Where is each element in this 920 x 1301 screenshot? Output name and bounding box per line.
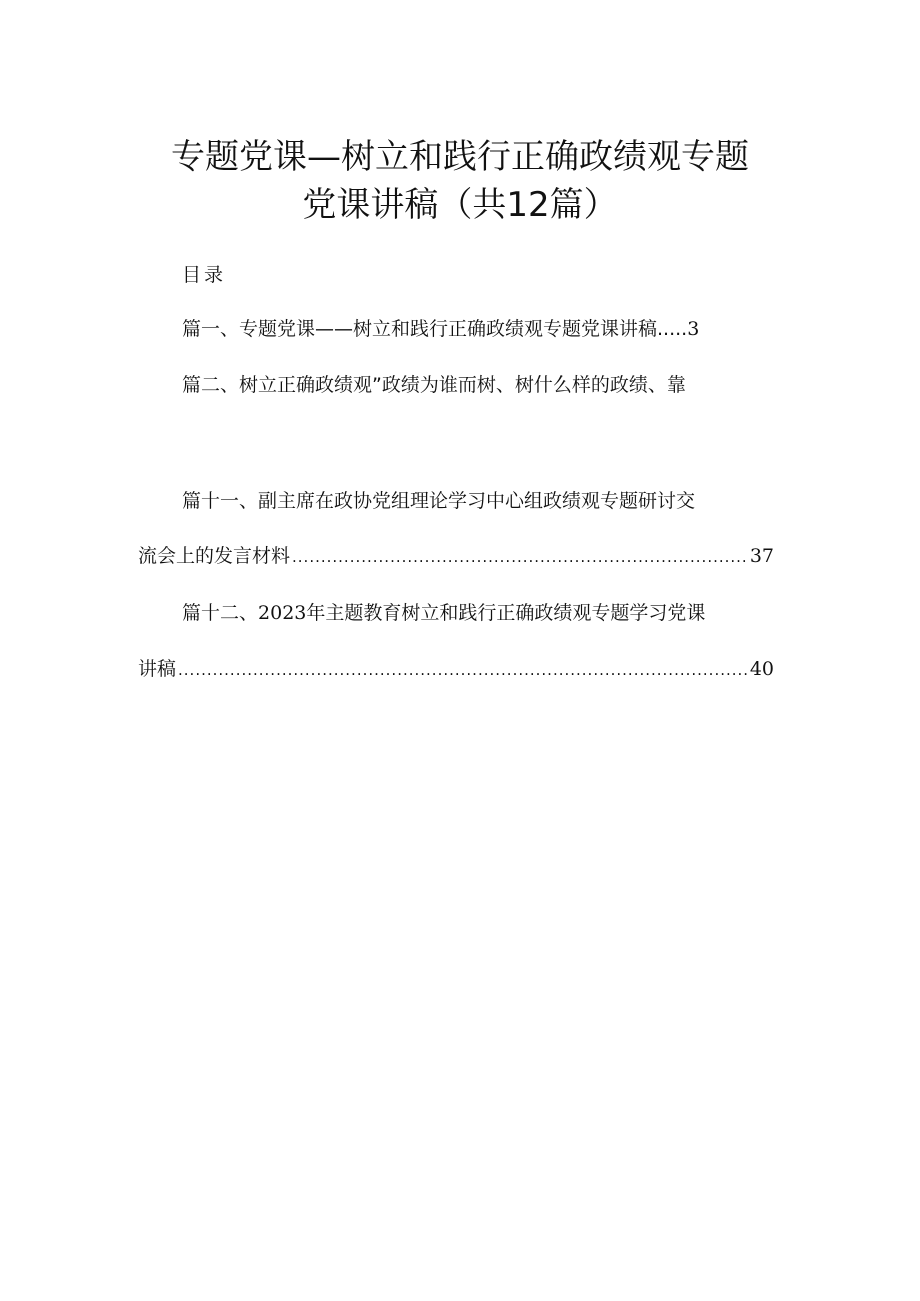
toc-entry-11-line-1[interactable] [182,488,695,514]
toc-entry-1-page: 3 [687,318,700,340]
toc-entry-1-leader: ..... [657,318,688,340]
document-title-line-1: 专题党课—树立和践行正确政绩观专题 [171,137,749,177]
toc-entry-12-text-cont: 讲稿 [138,658,177,680]
toc-entry-12-leader [178,657,748,683]
toc-entry-11-line-2[interactable] [138,543,774,570]
toc-entry-12-page: 40 [749,658,774,680]
toc-entry-1[interactable] [182,316,699,342]
toc-entry-11-leader [292,544,748,570]
toc-entry-2[interactable] [182,372,686,398]
toc-entry-11-text-cont: 流会上的发言材料 [138,545,291,567]
toc-entry-1-text: 篇一、专题党课——树立和践行正确政绩观专题党课讲稿 [182,318,658,340]
toc-entry-12-line-1[interactable] [182,600,705,626]
toc-entry-12-text: 年主题教育树立和践行正确政绩观专题学习党课 [306,602,706,624]
toc-heading: 目录 [182,264,227,286]
toc-entry-11-text: 篇十一、副主席在政协党组理论学习中心组政绩观专题研讨交 [182,490,696,512]
toc-entry-12-line-2[interactable] [138,656,774,683]
toc-entry-12-prefix: 篇十二、 [182,602,259,624]
document-title-line-2: 党课讲稿（共12篇） [302,185,618,225]
toc-entry-11-page: 37 [749,545,774,567]
toc-entry-2-text: 篇二、树立正确政绩观”政绩为谁而树、树什么样的政绩、靠 [182,374,686,396]
toc-entry-12-year: 2023 [258,602,307,624]
